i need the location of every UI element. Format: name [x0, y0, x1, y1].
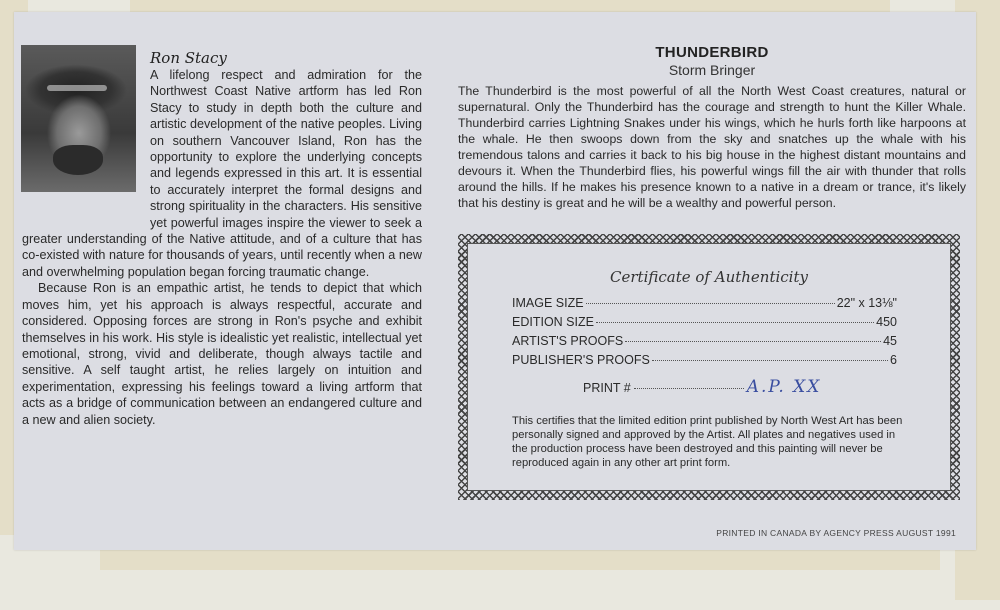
cert-row-value: 45: [883, 334, 897, 348]
cert-row-edition-size: [512, 315, 897, 334]
artwork-description: The Thunderbird is the most powerful of all the North West Coast creatures, natural or supernatural. Only the Thunderbird has the courage and strength to hunt the Killer Whale. Thunderbird carries Lightning Snakes under his wings, which he hurls forth like harpoons at the whale. He then swoops down from the sky and snatches up the whale with his tremendous talons and carries it back to his big house in the highest distant mountains and devours it. When the Thunderbird flies, his powerful wings fill the air with thunder that rolls around the hills. If he makes his presence known to a native in a dream or trance, it's likely that his destiny is great and he will be a wealthy and powerful person.: [458, 84, 966, 210]
cert-row-label: EDITION SIZE: [512, 315, 594, 329]
cert-row-publishers-proofs: [512, 353, 897, 372]
artwork-section: [458, 44, 966, 211]
print-number-label: PRINT #: [583, 381, 631, 395]
print-number-row: [583, 377, 821, 397]
cert-row-value: 6: [890, 353, 897, 367]
cert-row-artists-proofs: [512, 334, 897, 353]
cert-row-value: 450: [876, 315, 897, 329]
bio-text-1: A lifelong respect and admiration for the Northwest Coast Native artform has led Ron Stacy to study in depth both the culture and artistic development of the native peoples. Living on southern Vancouver Island, Ron has the opportunity to explore the underlying concepts and legends expressed in this art. It is essential to accurately interpret the formal designs and strong spirituality in the characters. His sensitive yet powerful images inspire the viewer to seek a greater understanding of the Native attitude, and of a culture that has co-existed with nature for thousands of years, until recently when a new and overwhelming population began forcing traumatic change.: [22, 68, 422, 279]
cert-row-label: ARTIST'S PROOFS: [512, 334, 624, 348]
certificate-statement: This certifies that the limited edition print published by North West Art has been personally signed and approved by the Artist. All plates and negatives used in the production process have been destroyed and this painting will never be reproduced again in any other art print form.: [512, 415, 903, 469]
authenticity-certificate: [458, 234, 960, 500]
artwork-title: THUNDERBIRD: [655, 44, 769, 61]
cert-row-label: PUBLISHER'S PROOFS: [512, 353, 650, 367]
certificate-card: [14, 12, 976, 550]
cert-row-value: 22" x 13⅛": [836, 296, 897, 310]
bio-paragraph-2: Because Ron is an empathic artist, he tends to depict that which moves him, yet his approach is always respectful, accurate and considered. Opposing forces are strong in Ron's psyche and exhibit themselves in his work. His style is idealistic yet realistic, intellectual yet emotional, strong, vivid and deliberate, though always tactile and sensitive. A self taught artist, he relies largely on intuition and experimentation, expressing his feelings toward a living artform that acts as a bridge of communication between an endangered culture and a new and alien society.: [22, 281, 422, 427]
certificate-inner: [467, 243, 951, 491]
certificate-title: Certificate of Authenticity: [610, 268, 808, 286]
bio-paragraph-1: [22, 67, 422, 280]
artist-name: Ron Stacy: [150, 49, 227, 67]
cert-row-label: IMAGE SIZE: [512, 296, 584, 310]
certificate-rows: [512, 296, 897, 372]
printer-credit: PRINTED IN CANADA BY AGENCY PRESS AUGUST 1991: [716, 528, 956, 538]
artwork-subtitle: Storm Bringer: [668, 62, 756, 78]
cert-row-image-size: [512, 296, 897, 315]
print-number-value: A.P. XX: [746, 377, 822, 397]
artist-bio: [22, 67, 422, 428]
